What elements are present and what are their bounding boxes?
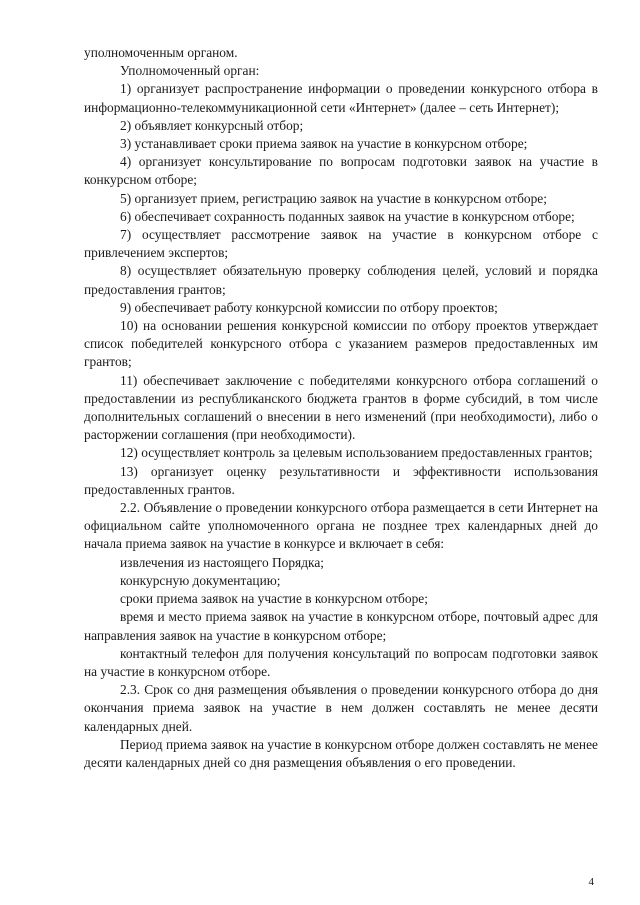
section-paragraph: 2.2. Объявление о проведении конкурсного отбора размещается в сети Интернет на официальном сайте уполномоченного органа не позднее трех календарных дней до начала приема заявок на участие в конкурсе и включает в себя: [84, 500, 598, 552]
list-item: 12) осуществляет контроль за целевым использованием предоставленных грантов; [120, 445, 593, 461]
list-item: сроки приема заявок на участие в конкурсном отборе; [120, 591, 428, 607]
list-item: 4) организует консультирование по вопросам подготовки заявок на участие в конкурсном отборе; [84, 154, 598, 188]
list-item: 10) на основании решения конкурсной комиссии по отбору проектов утверждает список победителей конкурсного отбора с указанием размеров предоставленных им грантов; [84, 318, 598, 370]
list-item: 7) осуществляет рассмотрение заявок на участие в конкурсном отборе с привлечением экспертов; [84, 227, 598, 261]
document-body [84, 44, 598, 772]
list-item: 8) осуществляет обязательную проверку соблюдения целей, условий и порядка предоставления грантов; [84, 263, 598, 297]
list-item: 2) объявляет конкурсный отбор; [120, 117, 304, 133]
list-item: 13) организует оценку результативности и эффективности использования предоставленных грантов. [84, 463, 598, 497]
list-item: 3) устанавливает сроки приема заявок на участие в конкурсном отборе; [120, 136, 528, 152]
section-paragraph: 2.3. Срок со дня размещения объявления о проведении конкурсного отбора до дня окончания приема заявок на участие в нем должен составлять не менее десяти календарных дней. [84, 682, 598, 734]
list-item: извлечения из настоящего Порядка; [120, 554, 324, 570]
list-item: 1) организует распространение информации о проведении конкурсного отбора в информационно-телекоммуникационной сети «Интернет» (далее – сеть Интернет); [84, 81, 598, 115]
paragraph: Уполномоченный орган: [120, 63, 260, 79]
list-item: конкурсную документацию; [120, 572, 281, 588]
list-item: 11) обеспечивает заключение с победителями конкурсного отбора соглашений о предоставлении из республиканского бюджета грантов в форме субсидий, в том числе дополнительных соглашений о внесении в него изменений (при необходимости), либо о расторжении соглашения (при необходимости). [84, 372, 598, 443]
list-item: 6) обеспечивает сохранность поданных заявок на участие в конкурсном отборе; [120, 208, 575, 224]
list-item: время и место приема заявок на участие в конкурсном отборе, почтовый адрес для направления заявок на участие в конкурсном отборе; [84, 609, 598, 643]
paragraph: Период приема заявок на участие в конкурсном отборе должен составлять не менее десяти календарных дней со дня размещения объявления о его проведении. [84, 736, 598, 770]
list-item: контактный телефон для получения консультаций по вопросам подготовки заявок на участие в конкурсном отборе. [84, 645, 598, 679]
paragraph: уполномоченным органом. [84, 45, 238, 60]
list-item: 5) организует прием, регистрацию заявок на участие в конкурсном отборе; [120, 190, 547, 206]
list-item: 9) обеспечивает работу конкурсной комиссии по отбору проектов; [120, 299, 498, 315]
page-number: 4 [588, 876, 594, 888]
